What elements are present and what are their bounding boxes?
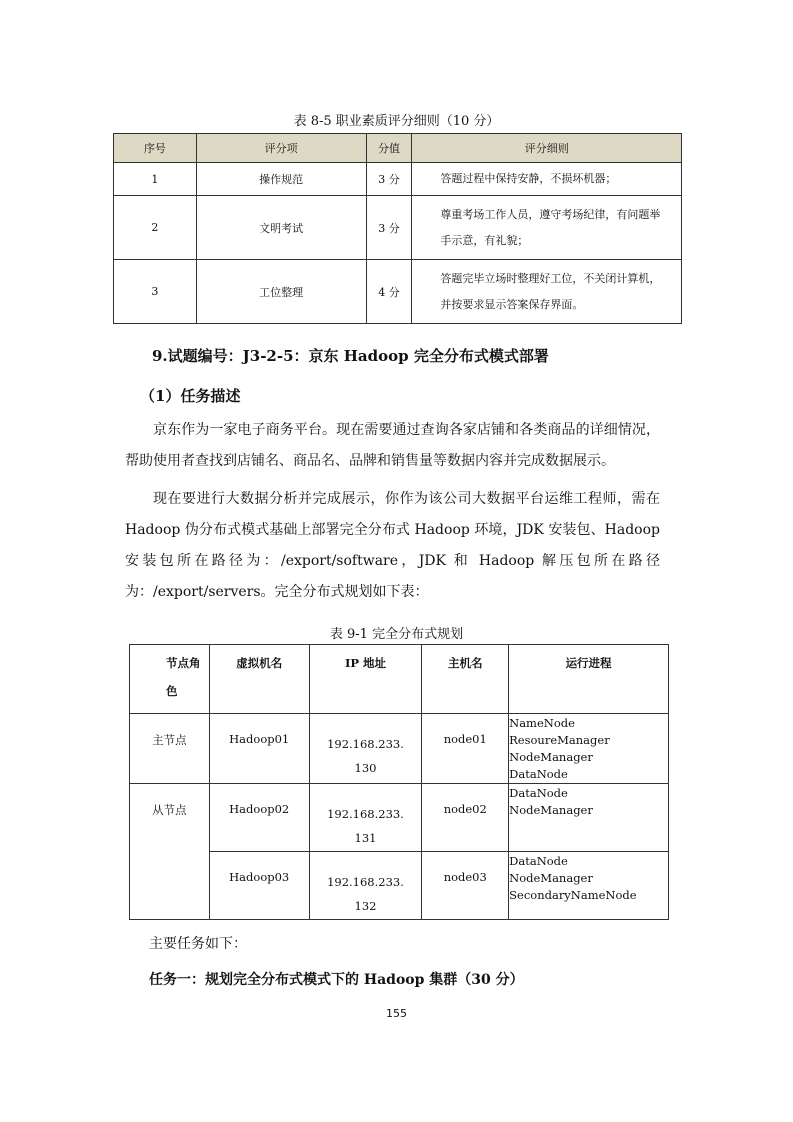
header-proc: 运行进程 bbox=[509, 645, 669, 714]
header-item: 评分项 bbox=[196, 134, 366, 163]
cluster-plan-table bbox=[129, 644, 669, 920]
proc-item: NameNode bbox=[509, 716, 575, 730]
header-role bbox=[130, 645, 210, 714]
section-title: 9.试题编号：J3-2-5：京东 Hadoop 完全分布式模式部署 bbox=[152, 347, 549, 365]
header-role-line2: 色 bbox=[166, 684, 178, 698]
header-score: 分值 bbox=[366, 134, 412, 163]
row-score: 3 分 bbox=[366, 196, 412, 260]
page-number: 155 bbox=[386, 1007, 407, 1020]
table2-caption: 表 9-1 完全分布式规划 bbox=[329, 627, 464, 642]
row-procs bbox=[509, 714, 669, 784]
row-ip: 192.168.233.130 bbox=[327, 737, 404, 775]
row-ip: 192.168.233.131 bbox=[327, 807, 404, 845]
row-host: node01 bbox=[422, 714, 509, 784]
table-header-row bbox=[114, 134, 682, 163]
row-no: 3 bbox=[114, 260, 197, 324]
row-no: 2 bbox=[114, 196, 197, 260]
score-detail-table bbox=[113, 133, 682, 324]
row-vm: Hadoop03 bbox=[209, 852, 309, 920]
table-row bbox=[130, 714, 669, 784]
row-role: 主节点 bbox=[130, 714, 210, 784]
proc-item: SecondaryNameNode bbox=[509, 888, 637, 902]
task-1-heading: 任务一：规划完全分布式模式下的 Hadoop 集群（30 分） bbox=[149, 972, 524, 988]
header-vm: 虚拟机名 bbox=[209, 645, 309, 714]
table1-caption: 表 8-5 职业素质评分细则（10 分） bbox=[293, 114, 500, 129]
header-detail: 评分细则 bbox=[412, 134, 682, 163]
row-item: 操作规范 bbox=[196, 163, 366, 196]
proc-item: NodeManager bbox=[509, 871, 593, 885]
row-item: 工位整理 bbox=[196, 260, 366, 324]
proc-item: DataNode bbox=[509, 854, 568, 868]
proc-item: DataNode bbox=[509, 767, 568, 781]
proc-item: NodeManager bbox=[509, 750, 593, 764]
row-ip: 192.168.233.132 bbox=[327, 875, 404, 913]
row-role: 从节点 bbox=[130, 784, 210, 920]
row-vm: Hadoop02 bbox=[209, 784, 309, 852]
row-host: node02 bbox=[422, 784, 509, 852]
proc-item: DataNode bbox=[509, 786, 568, 800]
row-no: 1 bbox=[114, 163, 197, 196]
proc-item: NodeManager bbox=[509, 803, 593, 817]
table-row bbox=[130, 852, 669, 920]
paragraph-2: 现在要进行大数据分析并完成展示，你作为该公司大数据平台运维工程师，需在 Hadoop 伪分布式模式基础上部署完全分布式 Hadoop 环境，JDK 安装包、Hadoop 安装包所在路径为：/export/software，JDK 和 Hadoop 解压包所在路径为：/export/servers。完全分布式规划如下表： bbox=[125, 491, 660, 600]
header-host: 主机名 bbox=[422, 645, 509, 714]
row-score: 3 分 bbox=[366, 163, 412, 196]
table-row bbox=[114, 163, 682, 196]
row-ip-cell bbox=[309, 852, 422, 920]
row-detail: 答题完毕立场时整理好工位，不关闭计算机，并按要求显示答案保存界面。 bbox=[412, 260, 682, 324]
header-no: 序号 bbox=[114, 134, 197, 163]
proc-item: ResoureManager bbox=[509, 733, 610, 747]
tasks-intro: 主要任务如下： bbox=[149, 936, 247, 952]
section-subtitle: （1）任务描述 bbox=[140, 387, 241, 405]
row-ip-cell bbox=[309, 784, 422, 852]
row-item: 文明考试 bbox=[196, 196, 366, 260]
table-row bbox=[114, 196, 682, 260]
row-detail: 答题过程中保持安静，不损坏机器； bbox=[412, 163, 682, 196]
header-ip: IP 地址 bbox=[309, 645, 422, 714]
row-procs bbox=[509, 784, 669, 852]
row-detail: 尊重考场工作人员，遵守考场纪律，有问题举手示意，有礼貌； bbox=[412, 196, 682, 260]
table-row bbox=[130, 784, 669, 852]
row-vm: Hadoop01 bbox=[209, 714, 309, 784]
paragraph-1: 京东作为一家电子商务平台。现在需要通过查询各家店铺和各类商品的详细情况，帮助使用者查找到店铺名、商品名、品牌和销售量等数据内容并完成数据展示。 bbox=[125, 422, 660, 469]
row-score: 4 分 bbox=[366, 260, 412, 324]
table-header-row bbox=[130, 645, 669, 714]
row-procs bbox=[509, 852, 669, 920]
header-role-line1: 节点角 bbox=[166, 656, 201, 670]
row-host: node03 bbox=[422, 852, 509, 920]
row-ip-cell bbox=[309, 714, 422, 784]
table-row bbox=[114, 260, 682, 324]
